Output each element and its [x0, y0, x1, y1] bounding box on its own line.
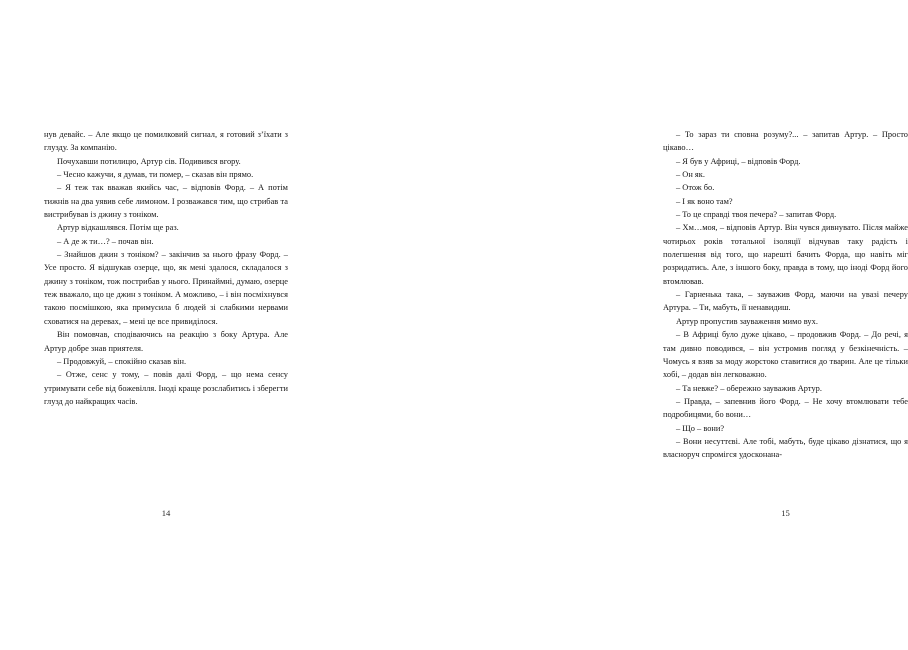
paragraph: Він помовчав, сподіваючись на реакцію з боку Артура. Але Артур добре знав приятеля.: [44, 330, 288, 353]
paragraph: – Правда, – запевнив його Форд. – Не хочу втомлювати тебе подробицями, бо вони…: [663, 396, 908, 420]
page-right: [325, 0, 908, 650]
paragraph: – Отож бо.: [676, 183, 715, 193]
page-right-text-block: [663, 128, 908, 462]
paragraph: – Знайшов джин з тоніком? – закінчив за нього фразу Форд. – Усе просто. Я відшукав озерце, що, як мені здалося, складалося з джину з тоніком, тож пострибав у нього. Принаймні, думаю, озерце теж вважало, що це джин з тоніком. А можливо, – і він посміхнувся такою посмішкою, яка примусила б людей зі слабкими нервами сховатися на деревах, – мені це все привиділося.: [44, 250, 288, 326]
paragraph: – В Африці було дуже цікаво, – продовжив Форд. – До речі, я там дивно поводився, – він устромив погляд у безкінечність. – Чомусь я взяв за моду жорстоко ставитися до тварин. Але це тільки хобі, – додав він легковажно.: [663, 330, 908, 380]
paragraph: – Он як.: [676, 170, 705, 180]
paragraph: – Хм…моя, – відповів Артур. Він чувся дивнувато. Після майже чотирьох років тотальної ізоляції відчував таку радість і полегшення від того, що нарешті бачить Форда, що навіть міг розридатись. Але, з іншого боку, правда в тому, що іноді Форд його втомлював.: [663, 223, 908, 286]
paragraph: – То зараз ти сповна розуму?... – запитав Артур. – Просто цікаво…: [663, 130, 908, 153]
paragraph: Артур пропустив зауваження мимо вух.: [676, 316, 818, 326]
paragraph: – Отже, сенс у тому, – повів далі Форд, – що нема сенсу утримувати себе від божевілля. Іноді краще розслабитись і зберегти глузд до найкращих часів.: [44, 370, 288, 406]
paragraph: – І як воно там?: [676, 196, 733, 206]
paragraph: Артур відкашлявся. Потім ще раз.: [57, 223, 179, 233]
paragraph: – Вони несуттєві. Але тобі, мабуть, буде цікаво дізнатися, що я власноруч спромігся удосконана-: [663, 436, 908, 460]
paragraph: нув девайс. – Але якщо це помилковий сигнал, я готовий з’їхати з глузду. За компанію.: [44, 130, 288, 153]
page-left-text-block: [44, 128, 288, 408]
paragraph: – Продовжуй, – спокійно сказав він.: [57, 356, 187, 366]
paragraph: – То це справді твоя печера? – запитав Форд.: [676, 210, 837, 220]
paragraph: – Та невже? – обережно зауважив Артур.: [676, 383, 822, 393]
paragraph: – Я був у Африці, – відповів Форд.: [676, 156, 801, 166]
paragraph: Почухавши потилицю, Артур сів. Подивився вгору.: [57, 156, 241, 166]
page-number-right: 15: [781, 508, 790, 518]
paragraph: – А де ж ти…? – почав він.: [57, 236, 154, 246]
paragraph: – Я теж так вважав якийсь час, – відповів Форд. – А потім тижнів на два уявив себе лимоном. І розважався тим, що стрибав та вистрибував із джину з тоніком.: [44, 183, 288, 220]
paragraph: – Чесно кажучи, я думав, ти помер, – сказав він прямо.: [57, 170, 254, 180]
paragraph: – Що – вони?: [676, 423, 725, 433]
paragraph: – Гарненька така, – зауважив Форд, маючи на увазі печеру Артура. – Ти, мабуть, її ненавидиш.: [663, 290, 908, 313]
page-number-left: 14: [161, 508, 171, 518]
page-left: [0, 0, 325, 650]
